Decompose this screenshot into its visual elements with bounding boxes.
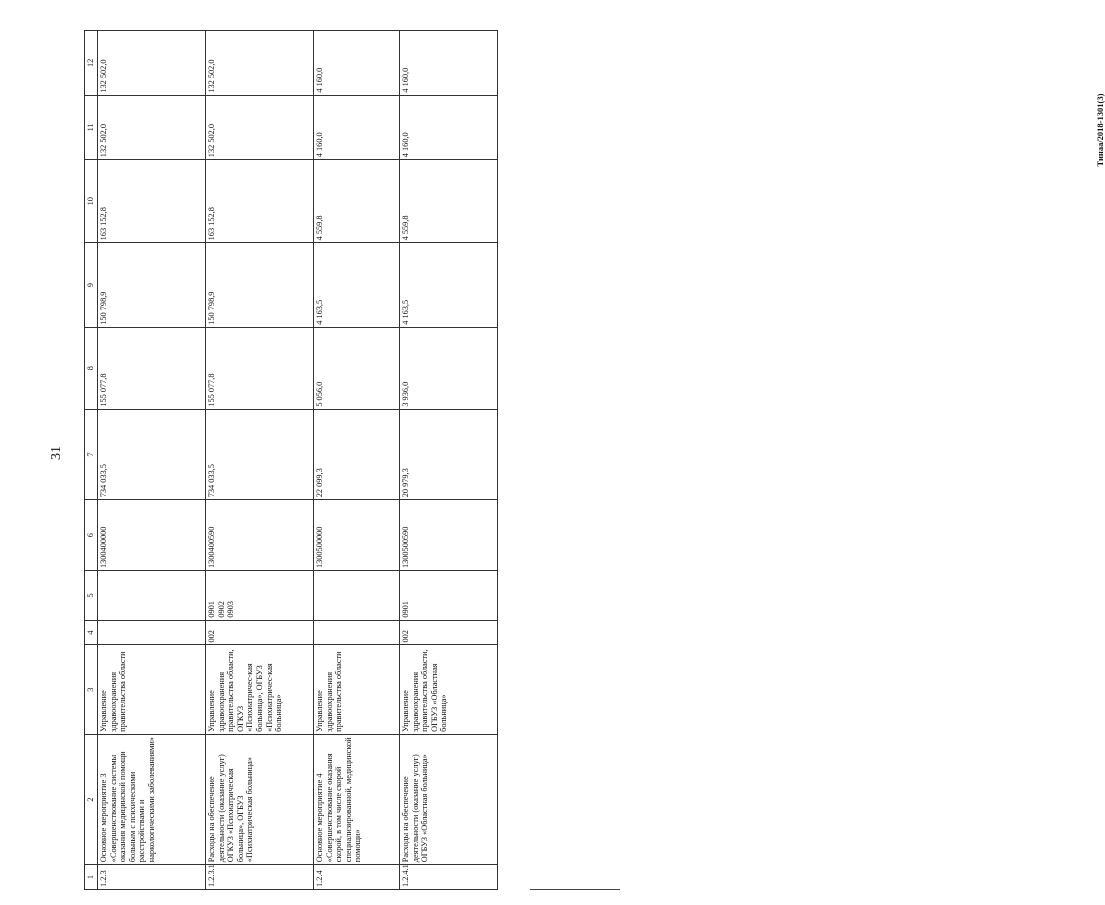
cell-col-8: 5 056,0: [314, 327, 400, 409]
cell-col-11: 4 160,0: [400, 95, 498, 160]
cell-col-6: 1300400000: [98, 500, 206, 571]
column-number-10: 10: [85, 160, 98, 243]
budget-table: [84, 30, 498, 890]
column-number-3: 3: [85, 645, 98, 734]
cell-col-10: 163 152,8: [206, 160, 314, 243]
cell-col-6: 1300500590: [400, 500, 498, 571]
cell-col-7: 734 033,5: [206, 409, 314, 500]
cell-col-6: 1300400590: [206, 500, 314, 571]
cell-col-8: 155 077,8: [206, 327, 314, 409]
cell-col-4: [314, 620, 400, 645]
cell-col-5: [314, 571, 400, 621]
cell-col-10: 163 152,8: [98, 160, 206, 243]
column-number-8: 8: [85, 327, 98, 409]
cell-col-12: 132 502,0: [206, 31, 314, 96]
cell-col-10: 4 559,8: [314, 160, 400, 243]
cell-col-9: 150 798,9: [98, 243, 206, 327]
cell-col-1: 1.2.4: [314, 865, 400, 890]
cell-col-10: 4 559,8: [400, 160, 498, 243]
column-number-2: 2: [85, 734, 98, 864]
column-number-11: 11: [85, 95, 98, 160]
table-row: [314, 31, 400, 890]
cell-col-9: 4 163,5: [314, 243, 400, 327]
cell-col-5: 0901 0902 0903: [206, 571, 314, 621]
cell-col-3: Управление здравоохранения правительства области: [314, 645, 400, 734]
cell-col-2: Основное мероприятие 4 «Совершенствование оказания скорой, в том числе скорой специализированной, медицинской помощи»: [314, 734, 400, 864]
column-number-6: 6: [85, 500, 98, 571]
page-number: 31: [49, 446, 64, 460]
cell-col-12: 4 160,0: [400, 31, 498, 96]
column-number-7: 7: [85, 409, 98, 500]
cell-col-7: 22 099,3: [314, 409, 400, 500]
cell-col-1: 1.2.4.1: [400, 865, 498, 890]
cell-col-7: 20 979,3: [400, 409, 498, 500]
column-number-12: 12: [85, 31, 98, 96]
cell-col-5: 0901: [400, 571, 498, 621]
column-number-5: 5: [85, 571, 98, 621]
cell-col-8: 155 077,8: [98, 327, 206, 409]
cell-col-12: 132 502,0: [98, 31, 206, 96]
table-row: [400, 31, 498, 890]
cell-col-7: 734 033,5: [98, 409, 206, 500]
cell-col-4: 002: [206, 620, 314, 645]
cell-col-3: Управление здравоохранения правительства области, ОГБУЗ «Областная больница»: [400, 645, 498, 734]
table-row: [206, 31, 314, 890]
cell-col-2: Расходы на обеспечение деятельности (оказание услуг) ОГБУЗ «Областная больница»: [400, 734, 498, 864]
cell-col-6: 1300500000: [314, 500, 400, 571]
cell-col-11: 4 160,0: [314, 95, 400, 160]
cell-col-3: Управление здравоохранения правительства области, ОГКУЗ «Психиатричес-кая больница», ОГБУЗ «Психиатричес-кая больница»: [206, 645, 314, 734]
cell-col-1: 1.2.3.1: [206, 865, 314, 890]
budget-table-container: [84, 30, 498, 890]
cell-col-2: Расходы на обеспечение деятельности (оказание услуг) ОГКУЗ «Психиатрическая больница», ОГБУЗ «Психиатрическая больница»: [206, 734, 314, 864]
cell-col-5: [98, 571, 206, 621]
cell-col-11: 132 502,0: [206, 95, 314, 160]
table-row: [98, 31, 206, 890]
cell-col-9: 4 163,5: [400, 243, 498, 327]
cell-col-4: [98, 620, 206, 645]
cell-col-4: 002: [400, 620, 498, 645]
cell-col-9: 150 798,9: [206, 243, 314, 327]
column-number-4: 4: [85, 620, 98, 645]
cell-col-3: Управление здравоохранения правительства области: [98, 645, 206, 734]
cell-col-8: 3 936,0: [400, 327, 498, 409]
cell-col-11: 132 502,0: [98, 95, 206, 160]
cell-col-2: Основное мероприятие 3 «Совершенствование системы оказания медицинской помощи больным с психическими расстройствами и наркологическими заболеваниями»: [98, 734, 206, 864]
cell-col-12: 4 160,0: [314, 31, 400, 96]
column-number-1: 1: [85, 865, 98, 890]
footer-separator: [530, 889, 620, 890]
document-code: Тинаа/2018-1301(3): [1095, 93, 1105, 167]
cell-col-1: 1.2.3: [98, 865, 206, 890]
column-number-9: 9: [85, 243, 98, 327]
column-number-row: [85, 31, 98, 890]
